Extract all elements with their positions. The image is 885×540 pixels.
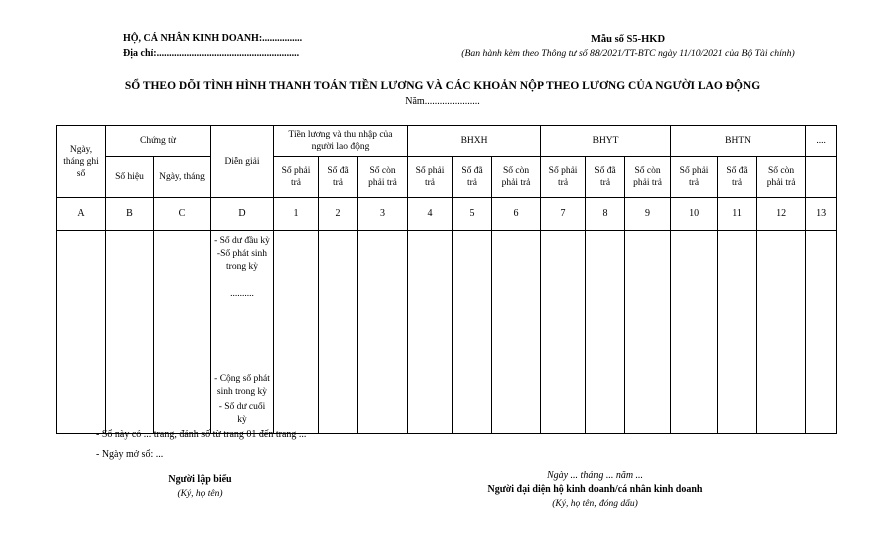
col-header-bhtn-paid: Số đã trả [718,157,757,198]
body-cell-empty [492,231,541,434]
body-cell-empty [358,231,408,434]
col-code: 5 [453,198,492,231]
header-group-row [57,126,837,157]
preparer-sign-note: (Ký, họ tên) [177,489,223,499]
body-cell-empty [806,231,837,434]
col-header-description: Diễn giải [211,126,274,198]
col-header-bhxh-remaining: Số còn phải trả [492,157,541,198]
column-codes-row [57,198,837,231]
body-cell-empty [408,231,453,434]
body-cell-empty [586,231,625,434]
col-header-bhtn-payable: Số phải trả [671,157,718,198]
footer-note-pages: - Sổ này có ... trang, đánh số từ trang 01 đến trang ... [96,429,307,440]
body-cell-description [211,231,274,434]
signature-date-line: Ngày ... tháng ... năm ... [546,470,644,481]
ledger-body-row [57,231,837,434]
col-code: D [211,198,274,231]
col-header-bhtn-remaining: Số còn phải trả [757,157,806,198]
col-header-voucher-group: Chứng từ [106,126,211,157]
ledger-table [56,125,837,434]
body-cell-empty [274,231,319,434]
col-code: 9 [625,198,671,231]
col-header-etc: .... [806,126,837,157]
body-cell-empty [106,231,154,434]
col-code: 11 [718,198,757,231]
col-header-bhyt-group: BHYT [541,126,671,157]
desc-opening-balance: - Số dư đầu kỳ [214,236,270,246]
body-cell-empty [154,231,211,434]
col-header-date-recorded: Ngày, tháng ghi sổ [57,126,106,198]
col-header-salary-group: Tiền lương và thu nhập của người lao động [274,126,408,157]
col-header-bhxh-group: BHXH [408,126,541,157]
page-title: SỔ THEO DÕI TÌNH HÌNH THANH TOÁN TIỀN LƯƠNG VÀ CÁC KHOẢN NỘP THEO LƯƠNG CỦA NGƯỜI LAO ĐỘNG [124,80,761,92]
col-code: 1 [274,198,319,231]
header-left-block [123,31,302,61]
form-number: Mẫu số S5-HKD [590,34,666,45]
desc-arising: -Số phát sinh trong kỳ [216,249,268,272]
col-code: B [106,198,154,231]
description-content [211,231,273,433]
col-header-bhxh-payable: Số phải trả [408,157,453,198]
title-block [0,79,885,108]
col-header-salary-payable: Số phải trả [274,157,319,198]
body-cell-empty [757,231,806,434]
representative-sign-note: (Ký, họ tên, đóng dấu) [552,499,638,509]
col-code: 7 [541,198,586,231]
body-cell-empty [541,231,586,434]
col-code: 6 [492,198,541,231]
col-code: 12 [757,198,806,231]
desc-closing-balance: - Số dư cuối kỳ [218,402,266,425]
header-sub-row [57,157,837,198]
address-label: Địa chỉ:......................................................... [123,48,300,59]
business-name-label: HỘ, CÁ NHÂN KINH DOANH:................ [123,33,303,44]
col-code: 3 [358,198,408,231]
footer-note-open-date: - Ngày mở sổ: ... [96,449,164,460]
col-code: A [57,198,106,231]
issuance-note: (Ban hành kèm theo Thông tư số 88/2021/TT-BTC ngày 11/10/2021 của Bộ Tài chính) [461,48,795,59]
col-header-bhyt-payable: Số phải trả [541,157,586,198]
col-header-bhxh-paid: Số đã trả [453,157,492,198]
body-cell-empty [453,231,492,434]
body-cell-empty [625,231,671,434]
desc-dots: .......... [230,289,254,299]
col-code: 13 [806,198,837,231]
col-header-salary-remaining: Số còn phải trả [358,157,408,198]
col-header-voucher-date: Ngày, tháng [154,157,211,198]
representative-title: Người đại diện hộ kinh doanh/cá nhân kinh doanh [487,484,703,495]
header-right-block [430,33,826,60]
signature-block-preparer [105,473,295,501]
body-cell-empty [718,231,757,434]
col-header-etc-sub [806,157,837,198]
col-header-bhtn-group: BHTN [671,126,806,157]
body-cell-empty [671,231,718,434]
col-code: 2 [319,198,358,231]
signature-block-representative [420,469,770,511]
preparer-title: Người lập biểu [168,474,232,485]
col-header-salary-paid: Số đã trả [319,157,358,198]
body-cell-empty [319,231,358,434]
col-header-voucher-no: Số hiệu [106,157,154,198]
year-line: Năm...................... [405,96,480,107]
desc-total-arising: - Cộng số phát sinh trong kỳ [214,374,270,397]
col-code: 10 [671,198,718,231]
col-header-bhyt-remaining: Số còn phải trả [625,157,671,198]
col-code: C [154,198,211,231]
col-code: 8 [586,198,625,231]
col-code: 4 [408,198,453,231]
body-cell-empty [57,231,106,434]
col-header-bhyt-paid: Số đã trả [586,157,625,198]
